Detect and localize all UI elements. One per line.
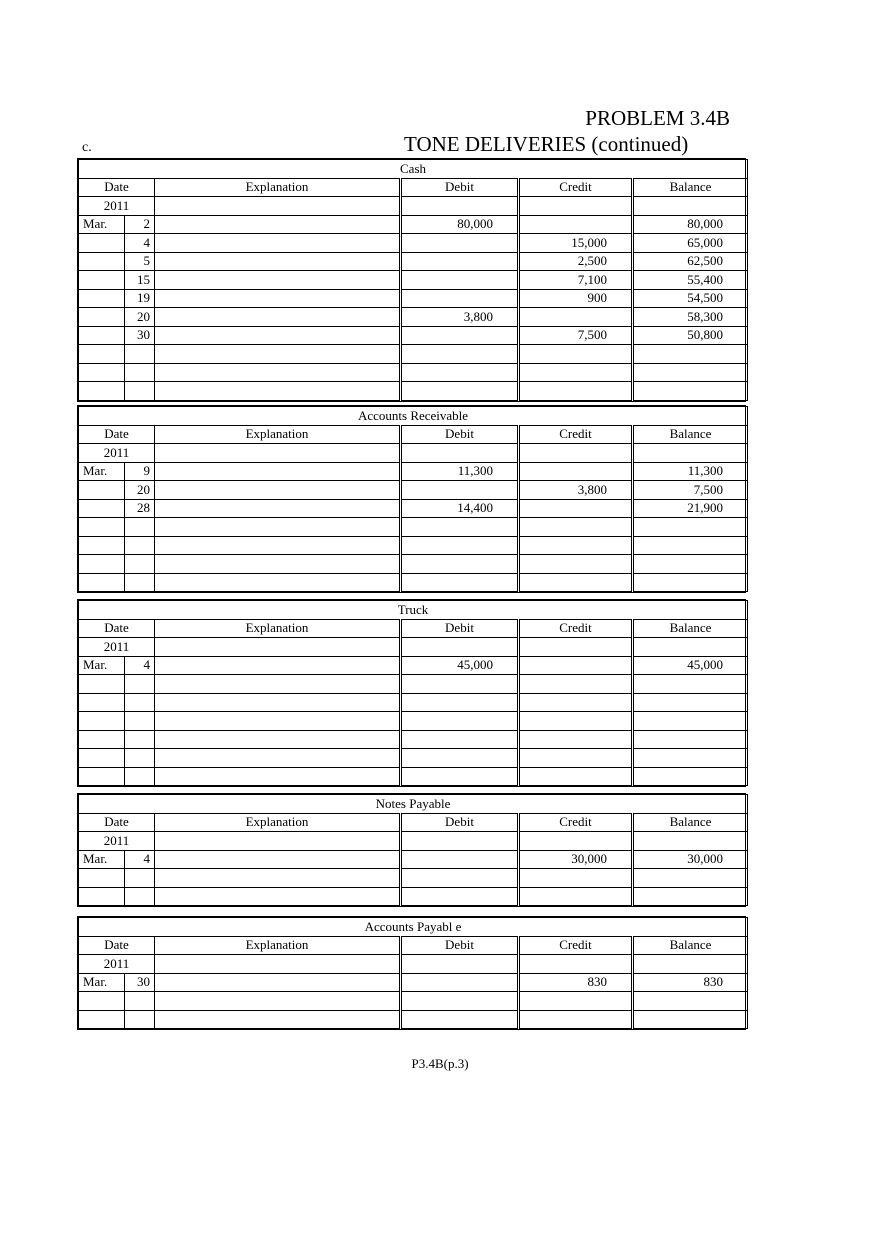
balance-cell: 58,300	[633, 308, 748, 327]
empty-cell	[519, 832, 633, 851]
blank-row	[79, 555, 748, 574]
balance-cell: 54,500	[633, 289, 748, 308]
empty-cell	[519, 536, 633, 555]
blank-row	[79, 573, 748, 592]
blank-row	[79, 363, 748, 382]
empty-cell	[155, 573, 401, 592]
column-header-row	[79, 178, 748, 197]
empty-cell	[79, 712, 125, 731]
balance-cell: 55,400	[633, 271, 748, 290]
credit-cell: 900	[519, 289, 633, 308]
balance-cell: 45,000	[633, 656, 748, 675]
year-cell: 2011	[79, 832, 155, 851]
balance-cell: 50,800	[633, 326, 748, 345]
explanation-cell	[155, 973, 401, 992]
blank-row	[79, 345, 748, 364]
debit-cell: 11,300	[401, 462, 519, 481]
ledger-row	[79, 252, 748, 271]
blank-row	[79, 675, 748, 694]
header-explanation: Explanation	[155, 178, 401, 197]
credit-cell	[519, 656, 633, 675]
balance-cell: 7,500	[633, 481, 748, 500]
header-date: Date	[79, 619, 155, 638]
empty-cell	[401, 749, 519, 768]
column-header-row	[79, 425, 748, 444]
day-cell: 4	[125, 656, 155, 675]
empty-cell	[125, 887, 155, 906]
ledger-row	[79, 234, 748, 253]
header-debit: Debit	[401, 936, 519, 955]
credit-cell	[519, 462, 633, 481]
account-title: Notes Payable	[79, 795, 748, 814]
empty-cell	[633, 573, 748, 592]
empty-cell	[519, 573, 633, 592]
empty-cell	[155, 345, 401, 364]
header-debit: Debit	[401, 178, 519, 197]
empty-cell	[401, 573, 519, 592]
empty-cell	[125, 869, 155, 888]
empty-cell	[79, 992, 125, 1011]
debit-cell	[401, 252, 519, 271]
year-cell: 2011	[79, 955, 155, 974]
credit-cell: 15,000	[519, 234, 633, 253]
header-balance: Balance	[633, 425, 748, 444]
empty-cell	[633, 767, 748, 786]
empty-cell	[401, 887, 519, 906]
empty-cell	[401, 382, 519, 401]
empty-cell	[633, 992, 748, 1011]
balance-cell: 62,500	[633, 252, 748, 271]
empty-cell	[125, 518, 155, 537]
empty-cell	[125, 1010, 155, 1029]
empty-cell	[155, 197, 401, 216]
empty-cell	[155, 382, 401, 401]
empty-cell	[633, 869, 748, 888]
month-cell	[79, 271, 125, 290]
blank-row	[79, 749, 748, 768]
problem-number: PROBLEM 3.4B	[585, 106, 730, 130]
day-cell: 5	[125, 252, 155, 271]
header-balance: Balance	[633, 936, 748, 955]
explanation-cell	[155, 850, 401, 869]
explanation-cell	[155, 289, 401, 308]
header-date: Date	[79, 425, 155, 444]
empty-cell	[125, 712, 155, 731]
ledger-table	[78, 159, 748, 401]
empty-cell	[401, 675, 519, 694]
month-cell	[79, 481, 125, 500]
year-row	[79, 955, 748, 974]
header-credit: Credit	[519, 936, 633, 955]
empty-cell	[519, 869, 633, 888]
account-title-row	[79, 795, 748, 814]
header-explanation: Explanation	[155, 813, 401, 832]
empty-cell	[519, 518, 633, 537]
empty-cell	[633, 536, 748, 555]
debit-cell: 45,000	[401, 656, 519, 675]
month-cell: Mar.	[79, 850, 125, 869]
ledger-row	[79, 973, 748, 992]
day-cell: 20	[125, 481, 155, 500]
empty-cell	[401, 693, 519, 712]
empty-cell	[633, 693, 748, 712]
empty-cell	[155, 992, 401, 1011]
empty-cell	[401, 555, 519, 574]
empty-cell	[633, 363, 748, 382]
explanation-cell	[155, 656, 401, 675]
month-cell: Mar.	[79, 973, 125, 992]
empty-cell	[155, 730, 401, 749]
explanation-cell	[155, 252, 401, 271]
empty-cell	[155, 638, 401, 657]
account-title: Accounts Payabl e	[79, 918, 748, 937]
empty-cell	[401, 518, 519, 537]
empty-cell	[633, 749, 748, 768]
empty-cell	[519, 638, 633, 657]
empty-cell	[155, 555, 401, 574]
debit-cell: 14,400	[401, 499, 519, 518]
empty-cell	[155, 712, 401, 731]
empty-cell	[633, 832, 748, 851]
blank-row	[79, 887, 748, 906]
ledger-table	[78, 917, 748, 1029]
empty-cell	[519, 693, 633, 712]
ledger-account	[77, 599, 746, 787]
debit-cell	[401, 234, 519, 253]
empty-cell	[155, 536, 401, 555]
empty-cell	[155, 887, 401, 906]
empty-cell	[519, 555, 633, 574]
empty-cell	[155, 869, 401, 888]
empty-cell	[155, 832, 401, 851]
year-cell: 2011	[79, 444, 155, 463]
ledger-row	[79, 481, 748, 500]
empty-cell	[633, 1010, 748, 1029]
month-cell	[79, 289, 125, 308]
empty-cell	[519, 730, 633, 749]
day-cell: 28	[125, 499, 155, 518]
blank-row	[79, 693, 748, 712]
empty-cell	[79, 345, 125, 364]
ledger-row	[79, 462, 748, 481]
empty-cell	[125, 749, 155, 768]
empty-cell	[79, 730, 125, 749]
blank-row	[79, 1010, 748, 1029]
day-cell: 15	[125, 271, 155, 290]
day-cell: 4	[125, 234, 155, 253]
day-cell: 19	[125, 289, 155, 308]
blank-row	[79, 712, 748, 731]
balance-cell: 30,000	[633, 850, 748, 869]
empty-cell	[79, 536, 125, 555]
month-cell	[79, 308, 125, 327]
debit-cell	[401, 271, 519, 290]
explanation-cell	[155, 462, 401, 481]
empty-cell	[401, 832, 519, 851]
empty-cell	[519, 992, 633, 1011]
header-explanation: Explanation	[155, 619, 401, 638]
empty-cell	[79, 518, 125, 537]
account-title: Accounts Receivable	[79, 407, 748, 426]
header-credit: Credit	[519, 178, 633, 197]
empty-cell	[401, 638, 519, 657]
day-cell: 4	[125, 850, 155, 869]
year-cell: 2011	[79, 638, 155, 657]
year-row	[79, 638, 748, 657]
debit-cell	[401, 973, 519, 992]
month-cell	[79, 499, 125, 518]
empty-cell	[79, 675, 125, 694]
explanation-cell	[155, 271, 401, 290]
empty-cell	[519, 955, 633, 974]
header-debit: Debit	[401, 813, 519, 832]
month-cell: Mar.	[79, 656, 125, 675]
ledger-account	[77, 158, 746, 402]
balance-cell: 65,000	[633, 234, 748, 253]
empty-cell	[519, 197, 633, 216]
account-title-row	[79, 918, 748, 937]
empty-cell	[519, 887, 633, 906]
explanation-cell	[155, 308, 401, 327]
empty-cell	[155, 693, 401, 712]
ledger-account	[77, 793, 746, 907]
empty-cell	[79, 1010, 125, 1029]
header-date: Date	[79, 813, 155, 832]
ledger-table	[78, 600, 748, 786]
debit-cell	[401, 289, 519, 308]
account-title: Cash	[79, 160, 748, 179]
empty-cell	[79, 749, 125, 768]
empty-cell	[155, 767, 401, 786]
empty-cell	[633, 955, 748, 974]
empty-cell	[125, 382, 155, 401]
empty-cell	[155, 444, 401, 463]
header-debit: Debit	[401, 425, 519, 444]
account-title-row	[79, 601, 748, 620]
empty-cell	[125, 767, 155, 786]
balance-cell: 21,900	[633, 499, 748, 518]
debit-cell	[401, 481, 519, 500]
empty-cell	[125, 675, 155, 694]
account-title-row	[79, 160, 748, 179]
empty-cell	[633, 518, 748, 537]
balance-cell: 11,300	[633, 462, 748, 481]
day-cell: 30	[125, 973, 155, 992]
ledger-table	[78, 406, 748, 592]
explanation-cell	[155, 234, 401, 253]
empty-cell	[401, 869, 519, 888]
month-cell	[79, 252, 125, 271]
empty-cell	[125, 992, 155, 1011]
empty-cell	[401, 363, 519, 382]
empty-cell	[125, 693, 155, 712]
day-cell: 2	[125, 215, 155, 234]
empty-cell	[401, 767, 519, 786]
empty-cell	[633, 444, 748, 463]
blank-row	[79, 869, 748, 888]
empty-cell	[633, 382, 748, 401]
empty-cell	[633, 730, 748, 749]
empty-cell	[633, 197, 748, 216]
month-cell: Mar.	[79, 215, 125, 234]
empty-cell	[401, 1010, 519, 1029]
column-header-row	[79, 936, 748, 955]
empty-cell	[633, 345, 748, 364]
debit-cell	[401, 326, 519, 345]
empty-cell	[125, 555, 155, 574]
empty-cell	[401, 197, 519, 216]
year-row	[79, 197, 748, 216]
empty-cell	[155, 955, 401, 974]
empty-cell	[155, 363, 401, 382]
empty-cell	[79, 887, 125, 906]
explanation-cell	[155, 499, 401, 518]
empty-cell	[519, 1010, 633, 1029]
credit-cell: 7,500	[519, 326, 633, 345]
year-row	[79, 832, 748, 851]
empty-cell	[633, 712, 748, 731]
credit-cell	[519, 308, 633, 327]
account-title-row	[79, 407, 748, 426]
blank-row	[79, 518, 748, 537]
day-cell: 30	[125, 326, 155, 345]
credit-cell	[519, 215, 633, 234]
empty-cell	[519, 363, 633, 382]
empty-cell	[125, 363, 155, 382]
ledger-account	[77, 405, 746, 593]
month-cell	[79, 326, 125, 345]
empty-cell	[125, 573, 155, 592]
ledger-row	[79, 656, 748, 675]
blank-row	[79, 767, 748, 786]
credit-cell: 30,000	[519, 850, 633, 869]
empty-cell	[79, 869, 125, 888]
empty-cell	[519, 749, 633, 768]
header-balance: Balance	[633, 619, 748, 638]
account-title: Truck	[79, 601, 748, 620]
empty-cell	[155, 749, 401, 768]
empty-cell	[155, 518, 401, 537]
blank-row	[79, 382, 748, 401]
year-cell: 2011	[79, 197, 155, 216]
header-balance: Balance	[633, 813, 748, 832]
empty-cell	[155, 675, 401, 694]
empty-cell	[519, 767, 633, 786]
empty-cell	[125, 345, 155, 364]
blank-row	[79, 730, 748, 749]
empty-cell	[401, 992, 519, 1011]
explanation-cell	[155, 481, 401, 500]
empty-cell	[401, 444, 519, 463]
credit-cell: 7,100	[519, 271, 633, 290]
header-date: Date	[79, 178, 155, 197]
empty-cell	[519, 444, 633, 463]
ledger-table	[78, 794, 748, 906]
header-explanation: Explanation	[155, 425, 401, 444]
empty-cell	[519, 345, 633, 364]
header-credit: Credit	[519, 813, 633, 832]
ledger-row	[79, 499, 748, 518]
ledger-row	[79, 308, 748, 327]
company-title: TONE DELIVERIES (continued)	[404, 132, 689, 156]
credit-cell: 2,500	[519, 252, 633, 271]
empty-cell	[633, 887, 748, 906]
debit-cell: 80,000	[401, 215, 519, 234]
empty-cell	[519, 675, 633, 694]
page-footer: P3.4B(p.3)	[411, 1056, 469, 1071]
empty-cell	[79, 573, 125, 592]
empty-cell	[79, 693, 125, 712]
empty-cell	[401, 955, 519, 974]
ledger-account	[77, 916, 746, 1030]
explanation-cell	[155, 215, 401, 234]
empty-cell	[155, 1010, 401, 1029]
header-explanation: Explanation	[155, 936, 401, 955]
month-cell: Mar.	[79, 462, 125, 481]
empty-cell	[401, 712, 519, 731]
ledger-row	[79, 289, 748, 308]
debit-cell: 3,800	[401, 308, 519, 327]
ledger-row	[79, 271, 748, 290]
empty-cell	[79, 555, 125, 574]
header-balance: Balance	[633, 178, 748, 197]
header-credit: Credit	[519, 619, 633, 638]
month-cell	[79, 234, 125, 253]
empty-cell	[401, 730, 519, 749]
empty-cell	[401, 536, 519, 555]
ledger-row	[79, 850, 748, 869]
empty-cell	[79, 382, 125, 401]
empty-cell	[633, 675, 748, 694]
credit-cell: 3,800	[519, 481, 633, 500]
credit-cell: 830	[519, 973, 633, 992]
empty-cell	[79, 767, 125, 786]
day-cell: 9	[125, 462, 155, 481]
ledger-row	[79, 326, 748, 345]
empty-cell	[519, 382, 633, 401]
credit-cell	[519, 499, 633, 518]
header-credit: Credit	[519, 425, 633, 444]
debit-cell	[401, 850, 519, 869]
year-row	[79, 444, 748, 463]
balance-cell: 80,000	[633, 215, 748, 234]
header-debit: Debit	[401, 619, 519, 638]
empty-cell	[125, 730, 155, 749]
empty-cell	[401, 345, 519, 364]
day-cell: 20	[125, 308, 155, 327]
column-header-row	[79, 619, 748, 638]
empty-cell	[125, 536, 155, 555]
blank-row	[79, 992, 748, 1011]
blank-row	[79, 536, 748, 555]
part-label: c.	[82, 140, 92, 155]
empty-cell	[79, 363, 125, 382]
empty-cell	[633, 555, 748, 574]
header-date: Date	[79, 936, 155, 955]
column-header-row	[79, 813, 748, 832]
balance-cell: 830	[633, 973, 748, 992]
empty-cell	[633, 638, 748, 657]
explanation-cell	[155, 326, 401, 345]
ledger-row	[79, 215, 748, 234]
empty-cell	[519, 712, 633, 731]
